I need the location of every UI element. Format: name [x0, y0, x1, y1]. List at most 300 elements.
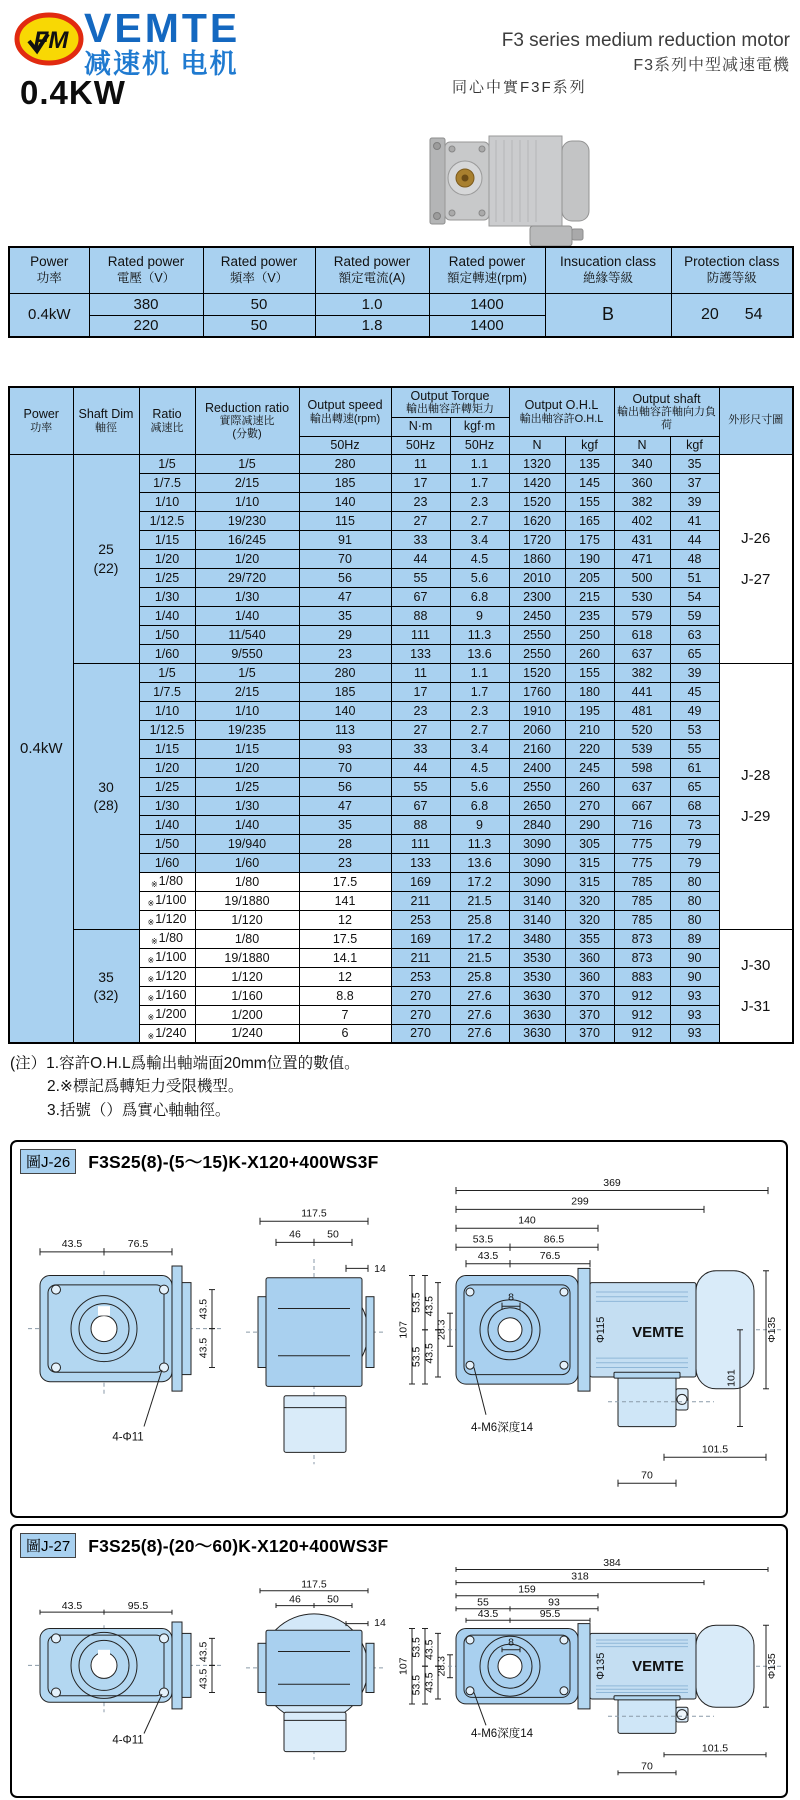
- ohl-n-cell: 3530: [509, 948, 565, 967]
- dim-label: 140: [518, 1214, 536, 1227]
- dim-label: VEMTE: [632, 1323, 684, 1341]
- reduction-cell: 1/15: [195, 739, 299, 758]
- ratio-cell: 1/50: [139, 625, 195, 644]
- dim-label: 53.5: [410, 1674, 423, 1696]
- th-current: Rated power 額定電流(A): [315, 247, 429, 293]
- shaft-cell: 35 (32): [73, 929, 139, 1043]
- reduction-cell: 19/1880: [195, 948, 299, 967]
- shaft-kgf-cell: 80: [670, 872, 719, 891]
- rpm-value: 1400: [429, 293, 545, 315]
- ohl-n-cell: 1520: [509, 663, 565, 682]
- ohl-n-cell: 2840: [509, 815, 565, 834]
- ohl-n-cell: 2010: [509, 568, 565, 587]
- figure-tag: 圖J-27: [20, 1533, 76, 1558]
- reduction-cell: 11/540: [195, 625, 299, 644]
- shaft-kgf-cell: 51: [670, 568, 719, 587]
- reduction-cell: 1/200: [195, 1005, 299, 1024]
- speed-cell: 280: [299, 663, 391, 682]
- table1-row: [9, 293, 793, 315]
- shaft-kgf-cell: 41: [670, 511, 719, 530]
- shaft-n-cell: 873: [614, 948, 670, 967]
- shaft-n-cell: 431: [614, 530, 670, 549]
- dim-label: Φ135: [766, 1316, 778, 1343]
- th2-diagram: 外形尺寸圖: [719, 387, 793, 454]
- ratio-cell: 1/5: [139, 454, 195, 473]
- ohl-kgf-cell: 180: [565, 682, 614, 701]
- ohl-n-cell: 3090: [509, 872, 565, 891]
- dim-label: 43.5: [197, 1641, 210, 1663]
- torque-nm-cell: 27: [391, 720, 450, 739]
- dim-label: 53.5: [472, 1233, 494, 1246]
- ohl-n-cell: 3140: [509, 910, 565, 929]
- ohl-n-cell: 1420: [509, 473, 565, 492]
- reduction-cell: 1/160: [195, 986, 299, 1005]
- torque-nm-cell: 169: [391, 929, 450, 948]
- figure-model: F3S25(8)-(20～60)K-X120+400WS3F: [88, 1535, 389, 1556]
- reduction-cell: 2/15: [195, 682, 299, 701]
- ohl-n-cell: 1320: [509, 454, 565, 473]
- dim-label: 43.5: [423, 1639, 436, 1661]
- torque-kgfm-cell: 17.2: [450, 929, 509, 948]
- table1-header-row: [9, 247, 793, 293]
- ratio-cell: ※1/200: [139, 1005, 195, 1024]
- reduction-cell: 29/720: [195, 568, 299, 587]
- dim-label: 43.5: [61, 1238, 83, 1251]
- speed-cell: 280: [299, 454, 391, 473]
- th2-power: Power 功率: [9, 387, 73, 454]
- shaft-n-cell: 912: [614, 986, 670, 1005]
- spec-row: [9, 929, 793, 948]
- torque-kgfm-cell: 2.7: [450, 511, 509, 530]
- speed-cell: 185: [299, 473, 391, 492]
- th2-ohl-kgf: kgf: [565, 436, 614, 454]
- shaft-n-cell: 481: [614, 701, 670, 720]
- shaft-kgf-cell: 45: [670, 682, 719, 701]
- torque-nm-cell: 17: [391, 473, 450, 492]
- reduction-cell: 9/550: [195, 644, 299, 663]
- dim-label: 53.5: [410, 1346, 423, 1368]
- frequency-value: 50: [203, 293, 315, 315]
- shaft-kgf-cell: 53: [670, 720, 719, 739]
- speed-cell: 35: [299, 815, 391, 834]
- ohl-n-cell: 3630: [509, 1005, 565, 1024]
- note-line: 2.※標記爲轉矩力受限機型。: [47, 1078, 244, 1096]
- dim-label: 76.5: [539, 1250, 561, 1262]
- torque-nm-cell: 23: [391, 701, 450, 720]
- th2-shaft-n: N: [614, 436, 670, 454]
- diagram-ref-cell: [719, 454, 793, 663]
- power-cell: 0.4kW: [9, 454, 73, 1043]
- torque-kgfm-cell: 4.5: [450, 549, 509, 568]
- shaft-n-cell: 637: [614, 777, 670, 796]
- reduction-cell: 1/10: [195, 492, 299, 511]
- reduction-cell: 2/15: [195, 473, 299, 492]
- shaft-n-cell: 539: [614, 739, 670, 758]
- figure-tag: 圖J-26: [20, 1149, 76, 1174]
- shaft-kgf-cell: 80: [670, 910, 719, 929]
- brand-subtitle: 减速机 电机: [84, 49, 239, 79]
- shaft-n-cell: 520: [614, 720, 670, 739]
- ohl-kgf-cell: 220: [565, 739, 614, 758]
- diagram-label: J-27: [741, 570, 771, 588]
- speed-cell: 12: [299, 967, 391, 986]
- diagram-label: J-30: [741, 956, 771, 974]
- ohl-n-cell: 1620: [509, 511, 565, 530]
- th2-speed-hz: 50Hz: [299, 436, 391, 454]
- shaft-n-cell: 883: [614, 967, 670, 986]
- shaft-kgf-cell: 79: [670, 834, 719, 853]
- ratio-cell: ※1/240: [139, 1024, 195, 1043]
- dim-label: 14: [374, 1617, 386, 1630]
- speed-cell: 28: [299, 834, 391, 853]
- dim-label: 14: [374, 1262, 386, 1275]
- torque-kgfm-cell: 3.4: [450, 739, 509, 758]
- dim-label: 46: [289, 1593, 301, 1606]
- shaft-cell: 30 (28): [73, 663, 139, 929]
- power-heading: 0.4KW: [20, 74, 126, 111]
- ratio-cell: 1/50: [139, 834, 195, 853]
- spec-table-body: [9, 454, 793, 1043]
- th2-shaft: Shaft Dim 軸徑: [73, 387, 139, 454]
- th-insulation: Insucation class 絶緣等級: [545, 247, 671, 293]
- ratio-cell: ※1/100: [139, 891, 195, 910]
- shaft-n-cell: 441: [614, 682, 670, 701]
- ohl-n-cell: 3480: [509, 929, 565, 948]
- speed-cell: 23: [299, 644, 391, 663]
- torque-nm-cell: 11: [391, 454, 450, 473]
- dim-label: Φ135: [595, 1652, 607, 1680]
- spec-table-header: [9, 387, 793, 454]
- torque-kgfm-cell: 11.3: [450, 834, 509, 853]
- dim-label: 53.5: [410, 1292, 423, 1313]
- ratio-cell: 1/15: [139, 530, 195, 549]
- ohl-kgf-cell: 250: [565, 625, 614, 644]
- drawing-title-j27: [12, 1526, 786, 1558]
- speed-cell: 17.5: [299, 872, 391, 891]
- reduction-cell: 16/245: [195, 530, 299, 549]
- dim-label: 28.3: [435, 1319, 448, 1341]
- reduction-cell: 1/120: [195, 910, 299, 929]
- ohl-kgf-cell: 155: [565, 663, 614, 682]
- dim-label: 86.5: [543, 1233, 565, 1246]
- shaft-n-cell: 785: [614, 872, 670, 891]
- shaft-n-cell: 598: [614, 758, 670, 777]
- ohl-kgf-cell: 370: [565, 1024, 614, 1043]
- torque-nm-cell: 88: [391, 815, 450, 834]
- svg-text:FM: FM: [33, 27, 69, 54]
- ohl-kgf-cell: 370: [565, 1005, 614, 1024]
- torque-kgfm-cell: 1.1: [450, 663, 509, 682]
- ohl-n-cell: 1760: [509, 682, 565, 701]
- reduction-cell: 1/30: [195, 587, 299, 606]
- torque-kgfm-cell: 27.6: [450, 1024, 509, 1043]
- shaft-n-cell: 382: [614, 492, 670, 511]
- technical-drawing-j27: [12, 1558, 788, 1796]
- torque-kgfm-cell: 5.6: [450, 568, 509, 587]
- shaft-n-cell: 579: [614, 606, 670, 625]
- dim-label: 70: [641, 1760, 653, 1773]
- drawing-box-j26: [10, 1140, 788, 1518]
- speed-cell: 115: [299, 511, 391, 530]
- reduction-cell: 1/5: [195, 454, 299, 473]
- ohl-n-cell: 2300: [509, 587, 565, 606]
- dim-label: 43.5: [423, 1343, 436, 1364]
- torque-nm-cell: 88: [391, 606, 450, 625]
- ohl-kgf-cell: 175: [565, 530, 614, 549]
- ohl-n-cell: 3530: [509, 967, 565, 986]
- torque-nm-cell: 270: [391, 1024, 450, 1043]
- ratio-cell: 1/20: [139, 549, 195, 568]
- ohl-n-cell: 2450: [509, 606, 565, 625]
- ohl-n-cell: 2550: [509, 777, 565, 796]
- torque-kgfm-cell: 13.6: [450, 644, 509, 663]
- speed-cell: 17.5: [299, 929, 391, 948]
- shaft-n-cell: 530: [614, 587, 670, 606]
- speed-cell: 14.1: [299, 948, 391, 967]
- rpm-value: 1400: [429, 315, 545, 337]
- shaft-n-cell: 382: [614, 663, 670, 682]
- ohl-kgf-cell: 165: [565, 511, 614, 530]
- torque-nm-cell: 23: [391, 492, 450, 511]
- shaft-kgf-cell: 65: [670, 777, 719, 796]
- th2-outputshaft: Output shaft 輸出軸容許軸向力負荷: [614, 387, 719, 436]
- ohl-n-cell: 3090: [509, 834, 565, 853]
- shaft-kgf-cell: 68: [670, 796, 719, 815]
- speed-cell: 12: [299, 910, 391, 929]
- dim-label: 43.5: [423, 1295, 436, 1317]
- ratio-cell: ※1/120: [139, 910, 195, 929]
- shaft-kgf-cell: 90: [670, 948, 719, 967]
- ohl-kgf-cell: 260: [565, 777, 614, 796]
- shaft-n-cell: 360: [614, 473, 670, 492]
- dim-label: 43.5: [477, 1608, 499, 1620]
- note-line: 3.括號（）爲實心軸軸徑。: [47, 1101, 231, 1119]
- ohl-kgf-cell: 155: [565, 492, 614, 511]
- reduction-cell: 19/235: [195, 720, 299, 739]
- torque-kgfm-cell: 25.8: [450, 967, 509, 986]
- torque-kgfm-cell: 21.5: [450, 948, 509, 967]
- drawing-box-j27: [10, 1524, 788, 1798]
- ohl-kgf-cell: 315: [565, 872, 614, 891]
- current-value: 1.8: [315, 315, 429, 337]
- torque-nm-cell: 211: [391, 948, 450, 967]
- ohl-kgf-cell: 205: [565, 568, 614, 587]
- ratio-cell: 1/7.5: [139, 682, 195, 701]
- ohl-kgf-cell: 270: [565, 796, 614, 815]
- reduction-cell: 19/1880: [195, 891, 299, 910]
- ohl-kgf-cell: 245: [565, 758, 614, 777]
- dim-label: 55: [477, 1596, 489, 1609]
- voltage-value: 220: [89, 315, 203, 337]
- dim-label: Φ135: [766, 1653, 778, 1680]
- insulation-value: B: [545, 293, 671, 337]
- diagram-label: J-29: [741, 808, 771, 825]
- speed-cell: 35: [299, 606, 391, 625]
- ratio-cell: 1/7.5: [139, 473, 195, 492]
- torque-kgfm-cell: 2.7: [450, 720, 509, 739]
- ratio-cell: 1/60: [139, 644, 195, 663]
- dim-label: 101.5: [701, 1742, 729, 1755]
- speed-cell: 141: [299, 891, 391, 910]
- th2-torque-hz2: 50Hz: [450, 436, 509, 454]
- reduction-cell: 1/40: [195, 606, 299, 625]
- ratio-cell: 1/12.5: [139, 511, 195, 530]
- shaft-n-cell: 667: [614, 796, 670, 815]
- dim-label: 318: [571, 1570, 589, 1583]
- diagram-ref-cell: [719, 929, 793, 1043]
- dim-label: 4-M6深度14: [471, 1422, 533, 1435]
- speed-cell: 140: [299, 701, 391, 720]
- diagram-label: J-28: [741, 767, 771, 784]
- dim-label: 50: [327, 1228, 339, 1241]
- shaft-kgf-cell: 63: [670, 625, 719, 644]
- ratio-cell: ※1/120: [139, 967, 195, 986]
- ratio-cell: ※1/160: [139, 986, 195, 1005]
- shaft-kgf-cell: 93: [670, 1024, 719, 1043]
- ratio-cell: 1/40: [139, 815, 195, 834]
- torque-nm-cell: 27: [391, 511, 450, 530]
- torque-nm-cell: 55: [391, 777, 450, 796]
- ohl-kgf-cell: 305: [565, 834, 614, 853]
- reduction-cell: 1/25: [195, 777, 299, 796]
- shaft-kgf-cell: 39: [670, 492, 719, 511]
- ohl-n-cell: 2060: [509, 720, 565, 739]
- ohl-n-cell: 1720: [509, 530, 565, 549]
- dim-label: 95.5: [539, 1608, 561, 1620]
- shaft-kgf-cell: 55: [670, 739, 719, 758]
- th2-kgfm: kgf·m: [450, 417, 509, 436]
- shaft-n-cell: 716: [614, 815, 670, 834]
- notes: [10, 1052, 360, 1122]
- dim-label: 299: [571, 1195, 589, 1208]
- dim-label: 107: [397, 1657, 410, 1675]
- torque-kgfm-cell: 9: [450, 606, 509, 625]
- shaft-kgf-cell: 61: [670, 758, 719, 777]
- torque-nm-cell: 33: [391, 739, 450, 758]
- dim-label: 43.5: [197, 1298, 210, 1320]
- torque-kgfm-cell: 2.3: [450, 492, 509, 511]
- torque-kgfm-cell: 27.6: [450, 1005, 509, 1024]
- dim-label: 101.5: [701, 1443, 729, 1456]
- ohl-n-cell: 1860: [509, 549, 565, 568]
- dim-label: 43.5: [197, 1668, 210, 1690]
- speed-cell: 70: [299, 758, 391, 777]
- torque-kgfm-cell: 27.6: [450, 986, 509, 1005]
- ohl-n-cell: 2400: [509, 758, 565, 777]
- ohl-kgf-cell: 290: [565, 815, 614, 834]
- torque-nm-cell: 44: [391, 758, 450, 777]
- torque-nm-cell: 33: [391, 530, 450, 549]
- ohl-kgf-cell: 355: [565, 929, 614, 948]
- dim-label: 384: [603, 1558, 621, 1570]
- spec-row: [9, 663, 793, 682]
- reduction-cell: 1/10: [195, 701, 299, 720]
- note-line: (注）1.容許O.H.L爲輸出軸端面20mm位置的數值。: [10, 1055, 360, 1072]
- ohl-n-cell: 3630: [509, 986, 565, 1005]
- torque-kgfm-cell: 25.8: [450, 910, 509, 929]
- th2-shaft-kgf: kgf: [670, 436, 719, 454]
- speed-cell: 7: [299, 1005, 391, 1024]
- shaft-kgf-cell: 79: [670, 853, 719, 872]
- torque-nm-cell: 111: [391, 625, 450, 644]
- reduction-cell: 1/30: [195, 796, 299, 815]
- th2-torque-hz1: 50Hz: [391, 436, 450, 454]
- torque-kgfm-cell: 4.5: [450, 758, 509, 777]
- torque-nm-cell: 133: [391, 853, 450, 872]
- technical-drawing-j26: [12, 1174, 788, 1510]
- ratio-cell: ※1/80: [139, 929, 195, 948]
- torque-kgfm-cell: 5.6: [450, 777, 509, 796]
- dim-label: 4-M6深度14: [471, 1727, 533, 1740]
- spec-table: [8, 386, 794, 1044]
- torque-kgfm-cell: 6.8: [450, 587, 509, 606]
- torque-kgfm-cell: 17.2: [450, 872, 509, 891]
- th2-torque: Output Torque 輸出軸容許轉矩力: [391, 387, 509, 417]
- shaft-kgf-cell: 37: [670, 473, 719, 492]
- shaft-kgf-cell: 80: [670, 891, 719, 910]
- dim-label: 93: [548, 1596, 560, 1609]
- speed-cell: 56: [299, 777, 391, 796]
- protection-value: 20 54: [671, 293, 793, 337]
- dim-label: 8: [508, 1291, 514, 1304]
- ratio-cell: ※1/80: [139, 872, 195, 891]
- dim-label: 46: [289, 1228, 301, 1241]
- shaft-n-cell: 618: [614, 625, 670, 644]
- ratio-cell: 1/5: [139, 663, 195, 682]
- ohl-n-cell: 2650: [509, 796, 565, 815]
- ratio-cell: 1/25: [139, 777, 195, 796]
- dim-label: 8: [508, 1636, 514, 1649]
- dim-label: VEMTE: [632, 1658, 684, 1676]
- figure-model: F3S25(8)-(5～15)K-X120+400WS3F: [88, 1151, 379, 1172]
- ratio-cell: 1/20: [139, 758, 195, 777]
- ratio-cell: 1/30: [139, 796, 195, 815]
- shaft-kgf-cell: 93: [670, 986, 719, 1005]
- reduction-cell: 1/5: [195, 663, 299, 682]
- speed-cell: 56: [299, 568, 391, 587]
- dim-label: 53.5: [410, 1637, 423, 1658]
- reduction-cell: 1/40: [195, 815, 299, 834]
- torque-kgfm-cell: 1.7: [450, 473, 509, 492]
- ohl-kgf-cell: 370: [565, 986, 614, 1005]
- torque-kgfm-cell: 21.5: [450, 891, 509, 910]
- ohl-n-cell: 3090: [509, 853, 565, 872]
- torque-nm-cell: 253: [391, 910, 450, 929]
- th2-ohl-n: N: [509, 436, 565, 454]
- dim-label: 107: [397, 1321, 410, 1339]
- torque-kgfm-cell: 1.7: [450, 682, 509, 701]
- ohl-kgf-cell: 195: [565, 701, 614, 720]
- drawing-title-j26: [12, 1142, 786, 1174]
- speed-cell: 185: [299, 682, 391, 701]
- product-photo: [424, 116, 602, 248]
- dim-label: 95.5: [127, 1599, 149, 1612]
- shaft-n-cell: 785: [614, 891, 670, 910]
- dim-label: 369: [603, 1176, 621, 1189]
- ratio-cell: 1/15: [139, 739, 195, 758]
- shaft-cell: 25 (22): [73, 454, 139, 663]
- voltage-value: 380: [89, 293, 203, 315]
- th2-ohl: Output O.H.L 輸出軸容許O.H.L: [509, 387, 614, 436]
- th-frequency: Rated power 頻率（V）: [203, 247, 315, 293]
- torque-nm-cell: 211: [391, 891, 450, 910]
- speed-cell: 93: [299, 739, 391, 758]
- torque-nm-cell: 169: [391, 872, 450, 891]
- ohl-kgf-cell: 190: [565, 549, 614, 568]
- speed-cell: 91: [299, 530, 391, 549]
- ratio-cell: 1/25: [139, 568, 195, 587]
- dim-label: 101: [725, 1369, 738, 1387]
